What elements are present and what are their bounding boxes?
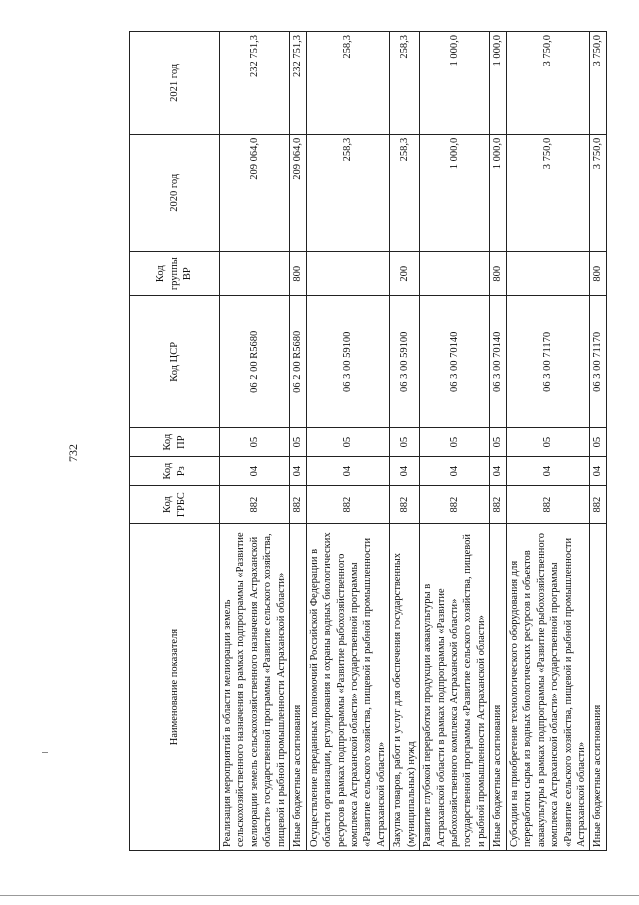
header-csr: Код ЦСР bbox=[130, 296, 220, 428]
row-csr: 06 2 00 R5680 bbox=[220, 296, 290, 428]
row-rz: 04 bbox=[220, 457, 290, 486]
row-vr bbox=[420, 251, 490, 296]
row-grbs: 882 bbox=[420, 486, 490, 524]
row-vr: 800 bbox=[590, 251, 606, 296]
row-rz: 04 bbox=[290, 457, 306, 486]
header-name: Наименование показателя bbox=[130, 524, 220, 851]
table-row bbox=[590, 32, 606, 851]
row-grbs: 882 bbox=[290, 486, 306, 524]
budget-table bbox=[129, 31, 607, 851]
header-grbs: Код ГРБС bbox=[130, 486, 220, 524]
row-name: Иные бюджетные ассигнования bbox=[590, 524, 606, 851]
row-2020: 3 750,0 bbox=[506, 134, 590, 251]
header-rz: Код Рз bbox=[130, 457, 220, 486]
row-rz: 04 bbox=[490, 457, 506, 486]
row-name: Иные бюджетные ассигнования bbox=[290, 524, 306, 851]
row-2020: 258,3 bbox=[390, 134, 420, 251]
row-pr: 05 bbox=[590, 428, 606, 457]
header-2020: 2020 год bbox=[130, 134, 220, 251]
row-name: Закупка товаров, работ и услуг для обеспечения государственных (муниципальных) нужд bbox=[390, 524, 420, 851]
row-name: Осуществление переданных полномочий Российской Федерации в области организации, регулирования и охраны водных биологических ресурсов в рамках подпрограммы «Развитие рыбохозяйственного комплекса Астраханской области» государственной программы «Развитие сельского хозяйства, пищевой и рыбной промышленности Астраханской области» bbox=[306, 524, 390, 851]
table-row bbox=[420, 32, 490, 851]
table-row bbox=[306, 32, 390, 851]
row-rz: 04 bbox=[306, 457, 390, 486]
row-vr bbox=[220, 251, 290, 296]
row-2021: 232 751,3 bbox=[290, 32, 306, 135]
scan-mark bbox=[42, 752, 48, 753]
row-grbs: 882 bbox=[306, 486, 390, 524]
row-name: Субсидии на приобретение технологического оборудования для переработки сырья из водных биологических ресурсов и объектов аквакультуры в рамках подпрограммы «Развитие рыбохозяйственного комплекса Астраханской области» государственной программы «Развитие сельского хозяйства, пищевой и рыбной промышленности Астраханской области» bbox=[506, 524, 590, 851]
row-2020: 1 000,0 bbox=[420, 134, 490, 251]
row-vr bbox=[506, 251, 590, 296]
row-2021: 1 000,0 bbox=[490, 32, 506, 135]
row-grbs: 882 bbox=[390, 486, 420, 524]
row-pr: 05 bbox=[290, 428, 306, 457]
row-csr: 06 3 00 59100 bbox=[306, 296, 390, 428]
row-2021: 3 750,0 bbox=[506, 32, 590, 135]
row-name: Развитие глубокой переработки продукции аквакультуры в Астраханской области в рамках подпрограммы «Развитие рыбохозяйственного комплекса Астраханской области» государственной программы «Развитие сельского хозяйства, пищевой и рыбной промышленности Астраханской области» bbox=[420, 524, 490, 851]
row-2020: 258,3 bbox=[306, 134, 390, 251]
row-name: Реализация мероприятий в области мелиорации земель сельскохозяйственного назначения в рамках подпрограммы «Развитие мелиорации земель сельскохозяйственного назначения Астраханской области» государственной программы «Развитие сельского хозяйства, пищевой и рыбной промышленности Астраханской области» bbox=[220, 524, 290, 851]
row-pr: 05 bbox=[490, 428, 506, 457]
row-csr: 06 3 00 71170 bbox=[506, 296, 590, 428]
header-pr: Код ПР bbox=[130, 428, 220, 457]
row-pr: 05 bbox=[306, 428, 390, 457]
row-rz: 04 bbox=[506, 457, 590, 486]
row-csr: 06 3 00 70140 bbox=[490, 296, 506, 428]
row-pr: 05 bbox=[420, 428, 490, 457]
row-name: Иные бюджетные ассигнования bbox=[490, 524, 506, 851]
row-2020: 3 750,0 bbox=[590, 134, 606, 251]
row-rz: 04 bbox=[590, 457, 606, 486]
row-csr: 06 3 00 70140 bbox=[420, 296, 490, 428]
row-2020: 209 064,0 bbox=[290, 134, 306, 251]
table-row bbox=[290, 32, 306, 851]
row-2021: 258,3 bbox=[306, 32, 390, 135]
row-2021: 258,3 bbox=[390, 32, 420, 135]
row-2020: 1 000,0 bbox=[490, 134, 506, 251]
row-grbs: 882 bbox=[490, 486, 506, 524]
row-grbs: 882 bbox=[506, 486, 590, 524]
row-csr: 06 2 00 R5680 bbox=[290, 296, 306, 428]
row-vr: 800 bbox=[290, 251, 306, 296]
row-vr: 200 bbox=[390, 251, 420, 296]
table-row bbox=[506, 32, 590, 851]
rotated-table-container bbox=[129, 31, 604, 851]
row-pr: 05 bbox=[220, 428, 290, 457]
table-row bbox=[490, 32, 506, 851]
row-2020: 209 064,0 bbox=[220, 134, 290, 251]
row-csr: 06 3 00 59100 bbox=[390, 296, 420, 428]
row-2021: 3 750,0 bbox=[590, 32, 606, 135]
row-pr: 05 bbox=[506, 428, 590, 457]
row-rz: 04 bbox=[420, 457, 490, 486]
row-csr: 06 3 00 71170 bbox=[590, 296, 606, 428]
row-vr bbox=[306, 251, 390, 296]
page-bottom-rule bbox=[0, 895, 639, 896]
row-grbs: 882 bbox=[590, 486, 606, 524]
row-pr: 05 bbox=[390, 428, 420, 457]
table-row bbox=[390, 32, 420, 851]
table-header-row bbox=[130, 32, 220, 851]
row-grbs: 882 bbox=[220, 486, 290, 524]
table-row bbox=[220, 32, 290, 851]
row-2021: 232 751,3 bbox=[220, 32, 290, 135]
page-number: 732 bbox=[66, 444, 80, 462]
header-2021: 2021 год bbox=[130, 32, 220, 135]
row-vr: 800 bbox=[490, 251, 506, 296]
header-vr: Код группы ВР bbox=[130, 251, 220, 296]
row-2021: 1 000,0 bbox=[420, 32, 490, 135]
row-rz: 04 bbox=[390, 457, 420, 486]
